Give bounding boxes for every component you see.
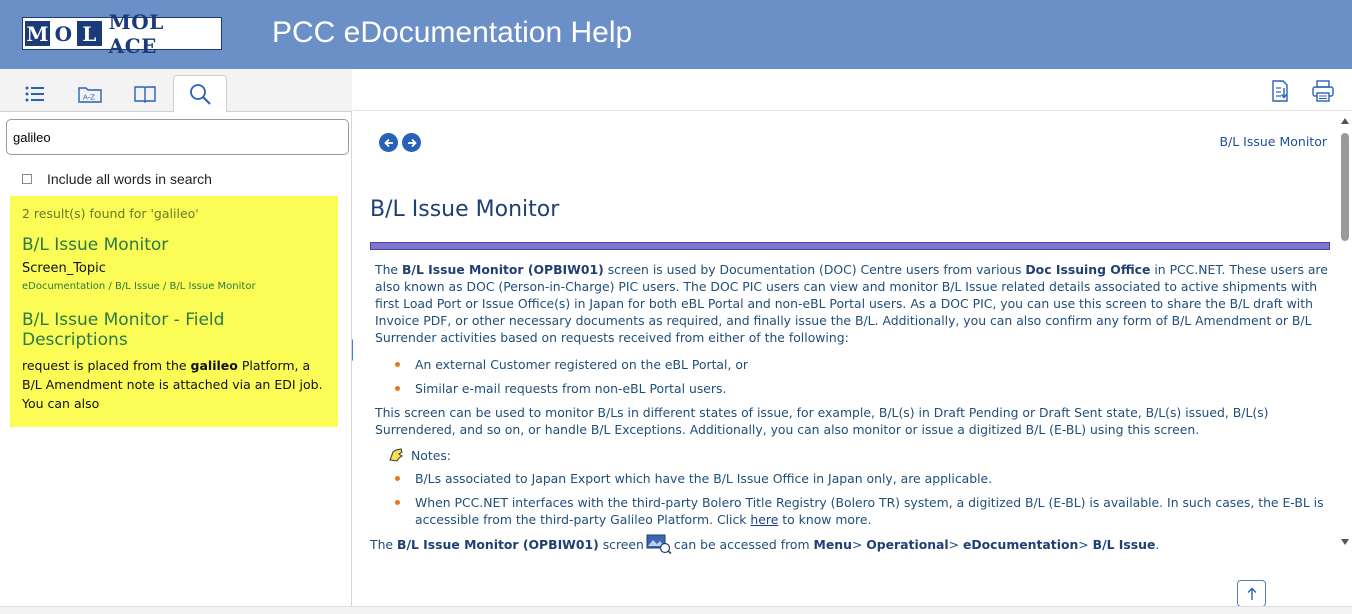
topic-body — [375, 261, 1331, 535]
logo-tile-l: L — [77, 21, 102, 46]
include-all-words-checkbox[interactable] — [22, 174, 32, 184]
export-button[interactable] — [1269, 79, 1293, 103]
text: The — [370, 536, 394, 552]
separator: > — [851, 536, 863, 552]
text: . — [1155, 536, 1160, 552]
text: When PCC.NET interfaces with the third-party Bolero Title Registry (Bolero TR) system, a digitized B/L (E-BL) is available. In such cases, the E-BL is accessible from the third-party Galileo Platform. Click — [415, 495, 1324, 527]
next-topic-button[interactable] — [402, 133, 421, 152]
content-scrollbar[interactable] — [1338, 111, 1352, 614]
scroll-down-arrow[interactable] — [1341, 539, 1349, 545]
text: can be accessed from — [673, 536, 810, 552]
text: screen — [602, 536, 644, 552]
arrow-left-icon — [383, 137, 395, 149]
result-path: eDocumentation / B/L Issue / B/L Issue Monitor — [22, 281, 256, 292]
text: to know more. — [778, 512, 872, 527]
logo-tile-m: M — [26, 21, 49, 46]
back-to-top-button[interactable] — [1237, 580, 1266, 607]
tab-search[interactable] — [173, 75, 227, 113]
app-title: PCC eDocumentation Help — [272, 16, 633, 49]
left-panel — [0, 69, 352, 614]
list-item — [375, 494, 1331, 528]
export-icon — [1269, 79, 1291, 103]
menu-path-item: eDocumentation — [962, 536, 1079, 552]
topic-content — [353, 111, 1338, 614]
notes-heading — [387, 446, 1331, 464]
menu-path-item: B/L Issue — [1092, 536, 1156, 552]
screen-thumbnail-icon[interactable] — [646, 534, 672, 554]
bold-text: B/L Issue Monitor (OPBIW01) — [401, 262, 604, 277]
title-divider — [370, 242, 1330, 250]
app-header — [0, 0, 1352, 69]
search-input[interactable] — [6, 119, 349, 155]
result-title-link[interactable]: B/L Issue Monitor — [22, 235, 169, 255]
results-count: 2 result(s) found for 'galileo' — [22, 206, 199, 221]
tab-contents[interactable] — [8, 75, 62, 112]
snippet-text: request is placed from the — [22, 358, 191, 373]
separator: > — [948, 536, 960, 552]
search-results-panel — [10, 196, 338, 427]
tab-index[interactable] — [63, 75, 117, 112]
window-bottom-edge — [0, 606, 1352, 614]
scroll-up-arrow[interactable] — [1341, 118, 1349, 124]
separator: > — [1078, 536, 1089, 552]
note-hand-icon — [387, 446, 405, 464]
list-item: Similar e-mail requests from non-eBL Portal users. — [375, 380, 1331, 397]
bold-text: Doc Issuing Office — [1025, 262, 1151, 277]
book-icon — [133, 84, 157, 104]
here-link[interactable]: here — [750, 512, 779, 527]
mol-ace-logo[interactable] — [22, 9, 222, 58]
previous-topic-button[interactable] — [379, 133, 398, 152]
list-icon — [24, 85, 46, 103]
text: The — [375, 262, 402, 277]
include-all-words-row[interactable] — [22, 171, 212, 187]
menu-path-item: Operational — [866, 536, 949, 552]
content-toolbar — [353, 69, 1352, 111]
result-title-link[interactable]: B/L Issue Monitor - Field Descriptions — [22, 310, 225, 350]
bold-text: B/L Issue Monitor (OPBIW01) — [397, 536, 599, 552]
menu-path-item: Menu — [813, 536, 852, 552]
result-snippet — [22, 356, 326, 413]
list-item: B/Ls associated to Japan Export which have the B/L Issue Office in Japan only, are applicable. — [375, 470, 1331, 487]
print-icon — [1311, 79, 1335, 103]
include-all-words-label: Include all words in search — [47, 171, 212, 187]
text: in PCC.NET. These users are also known as DOC (Person-in-Charge) PIC users. The DOC PIC users can view and monitor B/L Issue related details associated to active shipments with first Load Port or Issue Office(s) in Japan for both eBL Portal and non-eBL Portal users. As a DOC PIC, you can use this screen to share the B/L draft with Invoice PDF, or other necessary documents as required, and finally issue the B/L. Additionally, you can also confirm any form of B/L Amendment or B/L Surrender activities based on requests received from either of the following: — [375, 262, 1328, 345]
page-title: B/L Issue Monitor — [370, 197, 560, 222]
left-tabbar — [0, 69, 352, 112]
logo-brand: MOL ACE — [108, 9, 164, 58]
notes-label: Notes: — [411, 447, 451, 463]
monitor-paragraph: This screen can be used to monitor B/Ls in different states of issue, for example, B/L(s) in Draft Pending or Draft Sent state, B/L(s) issued, B/L(s) Surrendered, and so on, or handle B/L Exceptions. Additionally, you can also monitor or issue a digitized B/L (E-BL) using this screen. — [375, 405, 1269, 437]
search-icon — [188, 82, 212, 106]
result-type: Screen_Topic — [22, 261, 106, 276]
scroll-thumb[interactable] — [1341, 133, 1349, 241]
snippet-text: Platform, a B/L Amendment note is attached via an EDI job. You can also — [22, 358, 323, 411]
breadcrumb[interactable]: B/L Issue Monitor — [1219, 134, 1327, 149]
arrow-right-icon — [406, 137, 418, 149]
tab-glossary[interactable] — [118, 75, 172, 112]
print-button[interactable] — [1311, 79, 1335, 103]
intro-paragraph — [375, 261, 1331, 346]
list-item: An external Customer registered on the eBL Portal, or — [375, 356, 1331, 373]
a-z-folder-icon — [77, 84, 103, 104]
access-path-line — [370, 534, 1159, 554]
text: screen is used by Documentation (DOC) Centre users from various — [603, 262, 1026, 277]
logo-tile-o: O — [51, 21, 76, 46]
arrow-up-icon — [1246, 587, 1258, 601]
svg-text:A-Z: A-Z — [83, 93, 95, 101]
topic-nav — [379, 133, 421, 152]
snippet-highlight: galileo — [190, 358, 238, 373]
